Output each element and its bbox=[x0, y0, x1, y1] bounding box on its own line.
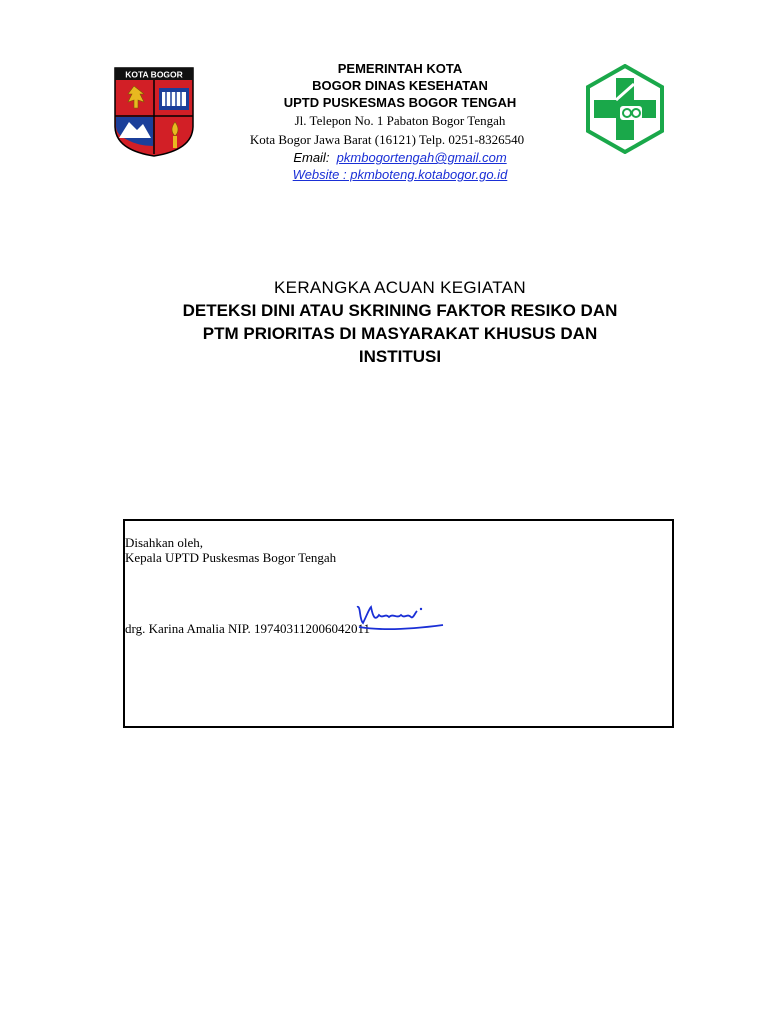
header-line-1: PEMERINTAH KOTA bbox=[337, 61, 463, 76]
signer-name: drg. Karina Amalia NIP. 197403112006042011 bbox=[125, 621, 371, 636]
title-line-4: INSTITUSI bbox=[358, 347, 442, 366]
address-line-1: Jl. Telepon No. 1 Pabaton Bogor Tengah bbox=[294, 113, 506, 128]
email-link[interactable]: pkmbogortengah@gmail.com bbox=[336, 150, 507, 165]
approval-line-2: Kepala UPTD Puskesmas Bogor Tengah bbox=[125, 550, 337, 565]
signature-icon bbox=[353, 601, 445, 637]
approval-line-1: Disahkan oleh, bbox=[125, 535, 203, 550]
puskesmas-logo-icon bbox=[580, 64, 670, 154]
header-line-3: UPTD PUSKESMAS BOGOR TENGAH bbox=[283, 95, 517, 110]
emblem-label: KOTA BOGOR bbox=[125, 69, 183, 80]
email-line bbox=[200, 149, 600, 166]
document-title bbox=[100, 276, 700, 368]
website-line bbox=[200, 166, 600, 184]
address-line-2: Kota Bogor Jawa Barat (16121) Telp. 0251-8326540 bbox=[249, 132, 525, 147]
approval-box bbox=[123, 519, 674, 728]
title-line-3: PTM PRIORITAS DI MASYARAKAT KHUSUS DAN bbox=[202, 324, 598, 343]
email-label: Email: bbox=[293, 150, 330, 165]
letterhead bbox=[200, 60, 600, 184]
title-line-1: KERANGKA ACUAN KEGIATAN bbox=[274, 278, 526, 297]
title-line-2: DETEKSI DINI ATAU SKRINING FAKTOR RESIKO DAN bbox=[182, 301, 618, 320]
website-link[interactable]: Website : pkmboteng.kotabogor.go.id bbox=[292, 167, 508, 182]
header-line-2: BOGOR DINAS KESEHATAN bbox=[312, 78, 488, 93]
